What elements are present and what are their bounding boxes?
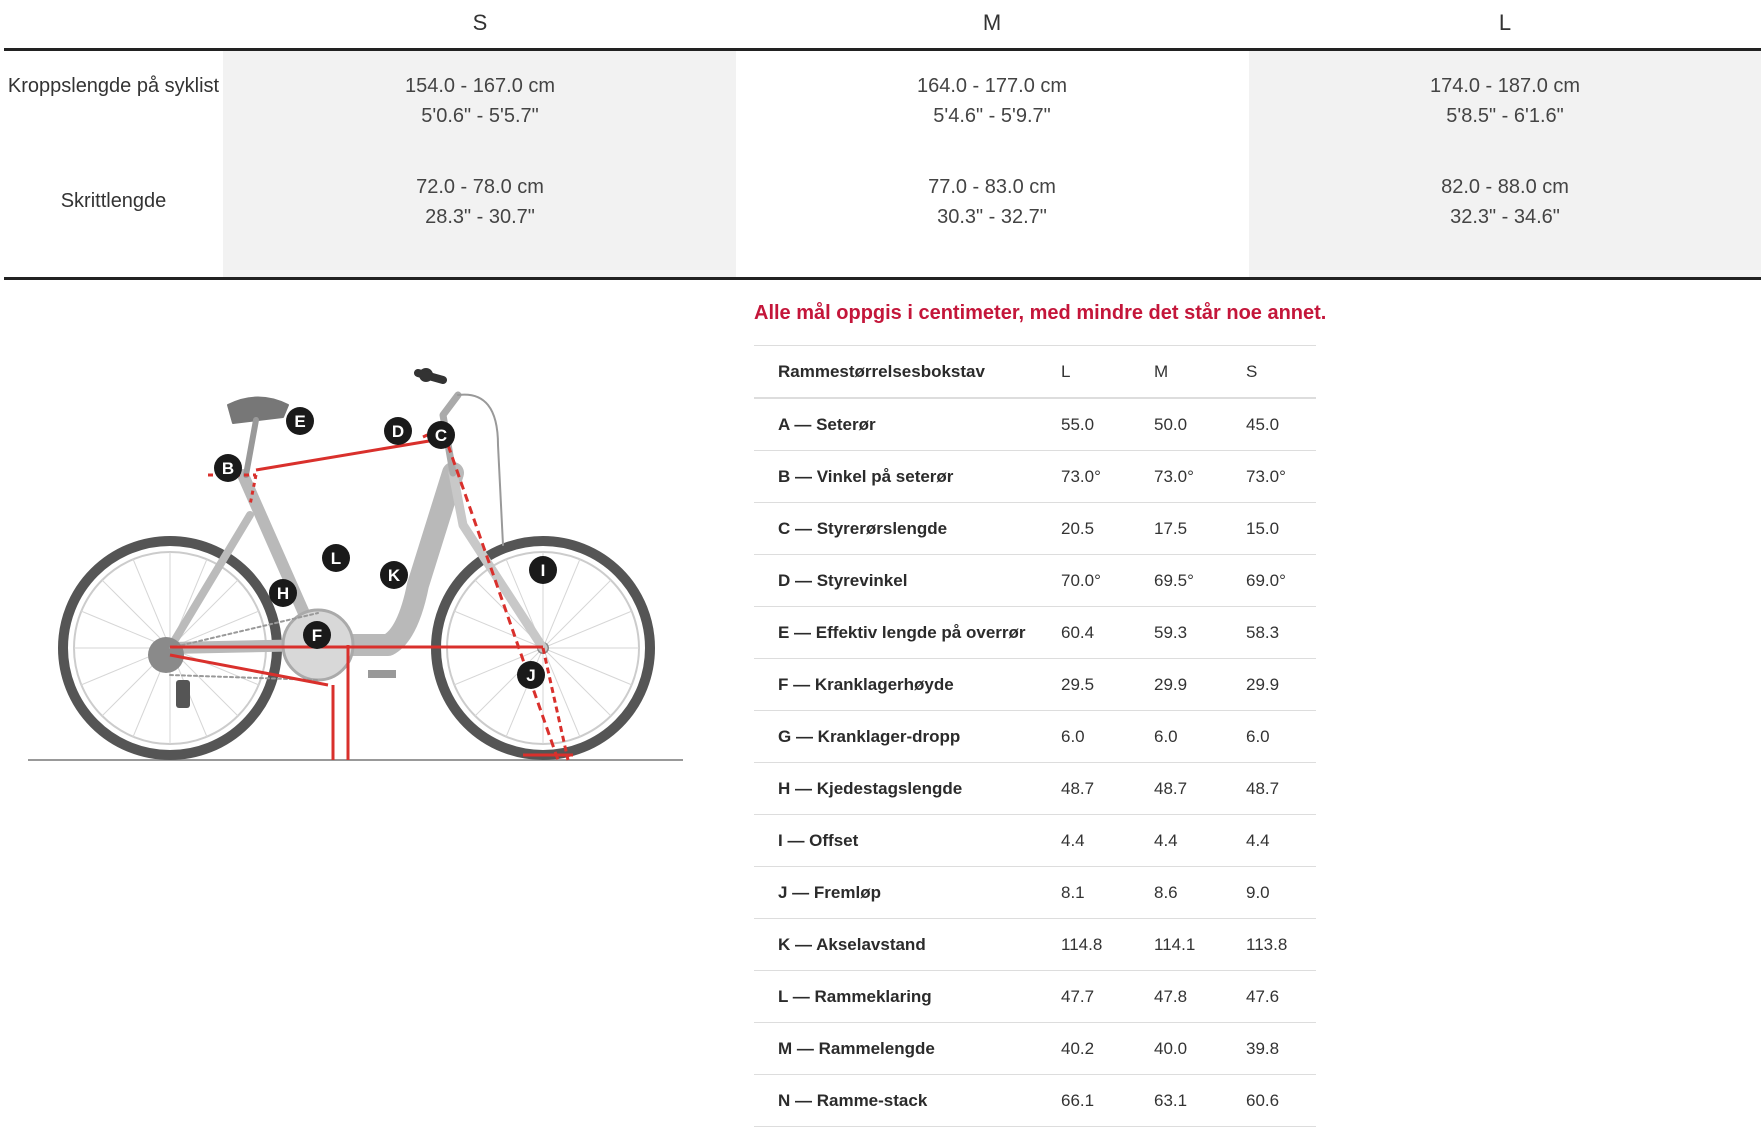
value-l: 48.7 bbox=[1061, 779, 1095, 798]
value-m: 69.5° bbox=[1154, 571, 1194, 590]
row-label-inseam: Skrittlengde bbox=[60, 190, 167, 212]
table-row bbox=[754, 919, 1316, 971]
value-s: 48.7 bbox=[1246, 779, 1280, 798]
value-s: 4.4 bbox=[1246, 831, 1270, 850]
value-l: 66.1 bbox=[1061, 1091, 1095, 1110]
svg-text:J: J bbox=[526, 666, 536, 685]
table-row bbox=[754, 607, 1316, 659]
value-s: 45.0 bbox=[1246, 415, 1280, 434]
marker-k bbox=[380, 561, 408, 589]
measurement-label: A — Seterør bbox=[778, 415, 876, 434]
measurement-label: D — Styrevinkel bbox=[778, 571, 908, 590]
header-m: M bbox=[1154, 362, 1169, 381]
table-row bbox=[754, 815, 1316, 867]
value-s: 58.3 bbox=[1246, 623, 1280, 642]
svg-text:B: B bbox=[221, 459, 235, 478]
marker-c bbox=[427, 421, 455, 449]
value-l: 70.0° bbox=[1061, 571, 1101, 590]
size-col-s: S bbox=[472, 10, 488, 35]
value-l: 114.8 bbox=[1061, 935, 1103, 954]
marker-f bbox=[303, 621, 331, 649]
geometry-header-row bbox=[754, 345, 1316, 398]
measurement-label: J — Fremløp bbox=[778, 883, 881, 902]
value-s: 47.6 bbox=[1246, 987, 1280, 1006]
units-note: Alle mål oppgis i centimeter, med mindre det står noe annet. bbox=[754, 302, 1327, 324]
value-l: 47.7 bbox=[1061, 987, 1095, 1006]
measurement-label: K — Akselavstand bbox=[778, 935, 926, 954]
measurement-label: E — Effektiv lengde på overrør bbox=[778, 623, 1026, 642]
value-l: 4.4 bbox=[1061, 831, 1085, 850]
svg-text:D: D bbox=[391, 422, 405, 441]
cell-body-length-s: 154.0 - 167.0 cm 5'0.6" - 5'5.7" bbox=[404, 75, 556, 127]
table-row bbox=[754, 1023, 1316, 1075]
value-l: 29.5 bbox=[1061, 675, 1095, 694]
svg-text:H: H bbox=[276, 584, 290, 603]
value-s: 9.0 bbox=[1246, 883, 1270, 902]
cell-body-length-m: 164.0 - 177.0 cm 5'4.6" - 5'9.7" bbox=[916, 75, 1068, 127]
header-l: L bbox=[1061, 362, 1071, 381]
table-row bbox=[754, 503, 1316, 555]
marker-b bbox=[214, 454, 242, 482]
svg-text:C: C bbox=[434, 426, 448, 445]
measurement-label: F — Kranklagerhøyde bbox=[778, 675, 954, 694]
marker-i bbox=[529, 556, 557, 584]
value-l: 8.1 bbox=[1061, 883, 1085, 902]
svg-text:F: F bbox=[311, 626, 323, 645]
size-col-l: L bbox=[1498, 10, 1512, 35]
header-frame-size-letter: Rammestørrelsesbokstav bbox=[778, 362, 985, 381]
table-row bbox=[754, 763, 1316, 815]
value-m: 29.9 bbox=[1154, 675, 1188, 694]
table-row bbox=[754, 867, 1316, 919]
value-m: 47.8 bbox=[1154, 987, 1188, 1006]
value-m: 4.4 bbox=[1154, 831, 1178, 850]
svg-text:L: L bbox=[330, 549, 342, 568]
table-row bbox=[754, 1075, 1316, 1127]
row-label-body-length: Kroppslengde på syklist bbox=[7, 75, 220, 97]
value-l: 6.0 bbox=[1061, 727, 1085, 746]
measurement-label: L — Rammeklaring bbox=[778, 987, 932, 1006]
value-m: 114.1 bbox=[1154, 935, 1196, 954]
marker-h bbox=[269, 579, 297, 607]
cell-inseam-s: 72.0 - 78.0 cm 28.3" - 30.7" bbox=[416, 176, 544, 228]
svg-text:K: K bbox=[387, 566, 401, 585]
bike-geometry-diagram bbox=[28, 355, 688, 775]
bike-frame bbox=[148, 368, 543, 708]
size-col-m: M bbox=[982, 10, 1002, 35]
value-s: 6.0 bbox=[1246, 727, 1270, 746]
value-m: 8.6 bbox=[1154, 883, 1178, 902]
size-table-body bbox=[4, 51, 1761, 280]
value-l: 20.5 bbox=[1061, 519, 1095, 538]
table-row bbox=[754, 451, 1316, 503]
marker-j bbox=[517, 661, 545, 689]
cell-inseam-l: 82.0 - 88.0 cm 32.3" - 34.6" bbox=[1441, 176, 1569, 228]
measurement-label: N — Ramme-stack bbox=[778, 1091, 928, 1110]
value-m: 40.0 bbox=[1154, 1039, 1188, 1058]
measurement-label: B — Vinkel på seterør bbox=[778, 467, 954, 486]
table-row bbox=[754, 971, 1316, 1023]
value-s: 69.0° bbox=[1246, 571, 1286, 590]
size-table bbox=[4, 0, 1761, 280]
table-row bbox=[754, 711, 1316, 763]
value-m: 48.7 bbox=[1154, 779, 1188, 798]
value-m: 59.3 bbox=[1154, 623, 1188, 642]
size-table-header bbox=[4, 0, 1761, 51]
value-m: 6.0 bbox=[1154, 727, 1178, 746]
value-m: 50.0 bbox=[1154, 415, 1188, 434]
value-s: 60.6 bbox=[1246, 1091, 1280, 1110]
value-l: 55.0 bbox=[1061, 415, 1095, 434]
marker-d bbox=[384, 417, 412, 445]
value-s: 29.9 bbox=[1246, 675, 1280, 694]
svg-text:E: E bbox=[294, 412, 306, 431]
header-s: S bbox=[1246, 362, 1258, 381]
value-m: 63.1 bbox=[1154, 1091, 1188, 1110]
svg-text:I: I bbox=[540, 561, 546, 580]
measurement-label: H — Kjedestagslengde bbox=[778, 779, 963, 798]
value-s: 113.8 bbox=[1246, 935, 1288, 954]
marker-e bbox=[286, 407, 314, 435]
geometry-table bbox=[754, 345, 1316, 1127]
cell-inseam-m: 77.0 - 83.0 cm 30.3" - 32.7" bbox=[928, 176, 1056, 228]
measurement-label: M — Rammelengde bbox=[778, 1039, 935, 1058]
marker-l bbox=[322, 544, 350, 572]
cell-body-length-l: 174.0 - 187.0 cm 5'8.5" - 6'1.6" bbox=[1429, 75, 1581, 127]
measurement-label: G — Kranklager-dropp bbox=[778, 727, 961, 746]
value-s: 73.0° bbox=[1246, 467, 1286, 486]
value-s: 39.8 bbox=[1246, 1039, 1280, 1058]
table-row bbox=[754, 398, 1316, 451]
value-l: 60.4 bbox=[1061, 623, 1095, 642]
value-s: 15.0 bbox=[1246, 519, 1280, 538]
value-l: 40.2 bbox=[1061, 1039, 1095, 1058]
value-l: 73.0° bbox=[1061, 467, 1101, 486]
measurement-label: I — Offset bbox=[778, 831, 859, 850]
value-m: 17.5 bbox=[1154, 519, 1188, 538]
value-m: 73.0° bbox=[1154, 467, 1194, 486]
measurement-label: C — Styrerørslengde bbox=[778, 519, 948, 538]
table-row bbox=[754, 659, 1316, 711]
table-row bbox=[754, 555, 1316, 607]
